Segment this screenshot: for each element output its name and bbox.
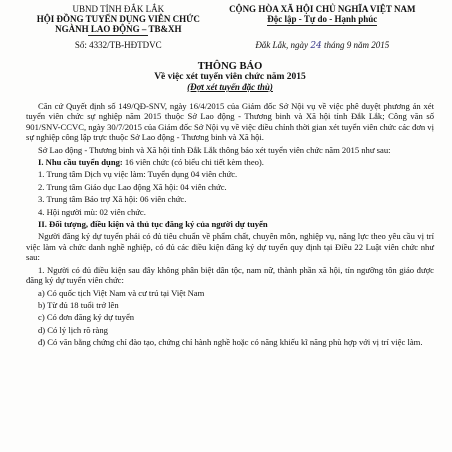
document-header bbox=[26, 4, 434, 36]
list-item: 4. Hội người mù: 02 viên chức. bbox=[38, 206, 146, 217]
list-item: 2. Trung tâm Giáo dục Lao động Xã hội: 04 viên chức. bbox=[38, 181, 227, 192]
paragraph-legal-basis: Căn cứ Quyết định số 149/QĐ-SNV, ngày 16/4/2015 của Giám đốc Sở Nội vụ về việc phê duyệt phương án xét tuyển viên chức sự nghiệp năm 2015 thuộc Sở Lao động - Thương binh và Xã hội tỉnh Đắk Lắk; Công văn số 901/SNV-CCVC, ngày 30/7/2015 của Giám đốc Sở Nội vụ về việc điều chỉnh thời gian xét tuyển viên chức các đơn vị sự nghiệp công lập trực thuộc Sở Lao động - Thương binh và Xã hội. bbox=[26, 101, 434, 143]
motto-underline bbox=[267, 25, 377, 26]
nation-name: CỘNG HÒA XÃ HỘI CHỦ NGHĨA VIỆT NAM bbox=[229, 4, 416, 14]
section-1-title: I. Nhu cầu tuyển dụng: bbox=[38, 157, 123, 168]
document-title: THÔNG BÁO bbox=[197, 61, 263, 72]
document-subject-note: (Đợt xét tuyển đặc thù) bbox=[187, 82, 273, 92]
national-header bbox=[211, 4, 434, 36]
list-item: 1. Trung tâm Dịch vụ việc làm: Tuyển dụng 04 viên chức. bbox=[38, 169, 238, 180]
org-province: UBND TỈNH ĐẮK LẮK bbox=[72, 4, 165, 14]
date-day: 24 bbox=[310, 41, 322, 51]
document-number: Số: 4332/TB-HĐTDVC bbox=[74, 40, 162, 50]
list-item: 3. Trung tâm Bảo trợ Xã hội: 06 viên chức. bbox=[38, 194, 187, 205]
org-sector: NGÀNH LAO ĐỘNG – TB&XH bbox=[55, 24, 182, 34]
paragraph-eligibility: 1. Người có đủ điều kiện sau đây không phân biệt dân tộc, nam nữ, thành phần xã hội, tín ngưỡng tôn giáo được đăng ký dự tuyển viên chức: bbox=[26, 264, 434, 286]
section-1-text: 16 viên chức (có biểu chi tiết kèm theo). bbox=[122, 157, 264, 168]
condition-item: a) Có quốc tịch Việt Nam và cư trú tại Việt Nam bbox=[38, 287, 205, 298]
org-underline bbox=[88, 35, 148, 36]
condition-item: đ) Có văn bằng chứng chỉ đào tạo, chứng chỉ hành nghề hoặc có năng khiếu kĩ năng phù hợp với vị trí việc làm. bbox=[38, 337, 423, 348]
number-date-row bbox=[26, 40, 434, 51]
document-body bbox=[26, 101, 434, 348]
date-suffix: tháng 9 năm 2015 bbox=[324, 40, 390, 50]
org-council: HỘI ĐỒNG TUYỂN DỤNG VIÊN CHỨC bbox=[36, 14, 200, 24]
section-1 bbox=[26, 157, 434, 167]
document-date bbox=[211, 40, 434, 51]
condition-item: d) Có lý lịch rõ ràng bbox=[38, 324, 108, 335]
section-2-title: II. Đối tượng, điều kiện và thủ tục đăng ký của người dự tuyển bbox=[38, 219, 268, 230]
condition-item: b) Từ đủ 18 tuổi trở lên bbox=[38, 299, 119, 310]
paragraph-announcement: Sở Lao động - Thương binh và Xã hội tỉnh Đắk Lắk thông báo xét tuyển viên chức năm 2015 như sau: bbox=[38, 144, 391, 155]
date-prefix: Đắk Lắk, ngày bbox=[255, 40, 309, 50]
paragraph-requirements: Người đăng ký dự tuyển phải có đủ tiêu chuẩn về phẩm chất, chuyên môn, nghiệp vụ, năng lực theo yêu cầu vị trí việc làm và chức danh nghề nghiệp, có đủ các điều kiện đăng ký dự tuyển quy định tại Điều 22 Luật viên chức như sau: bbox=[26, 231, 434, 263]
nation-motto: Độc lập - Tự do - Hạnh phúc bbox=[267, 14, 378, 24]
issuing-organization bbox=[26, 4, 211, 36]
condition-item: c) Có đơn đăng ký dự tuyển bbox=[38, 312, 135, 323]
document-subject: Về việc xét tuyển viên chức năm 2015 bbox=[154, 72, 306, 82]
